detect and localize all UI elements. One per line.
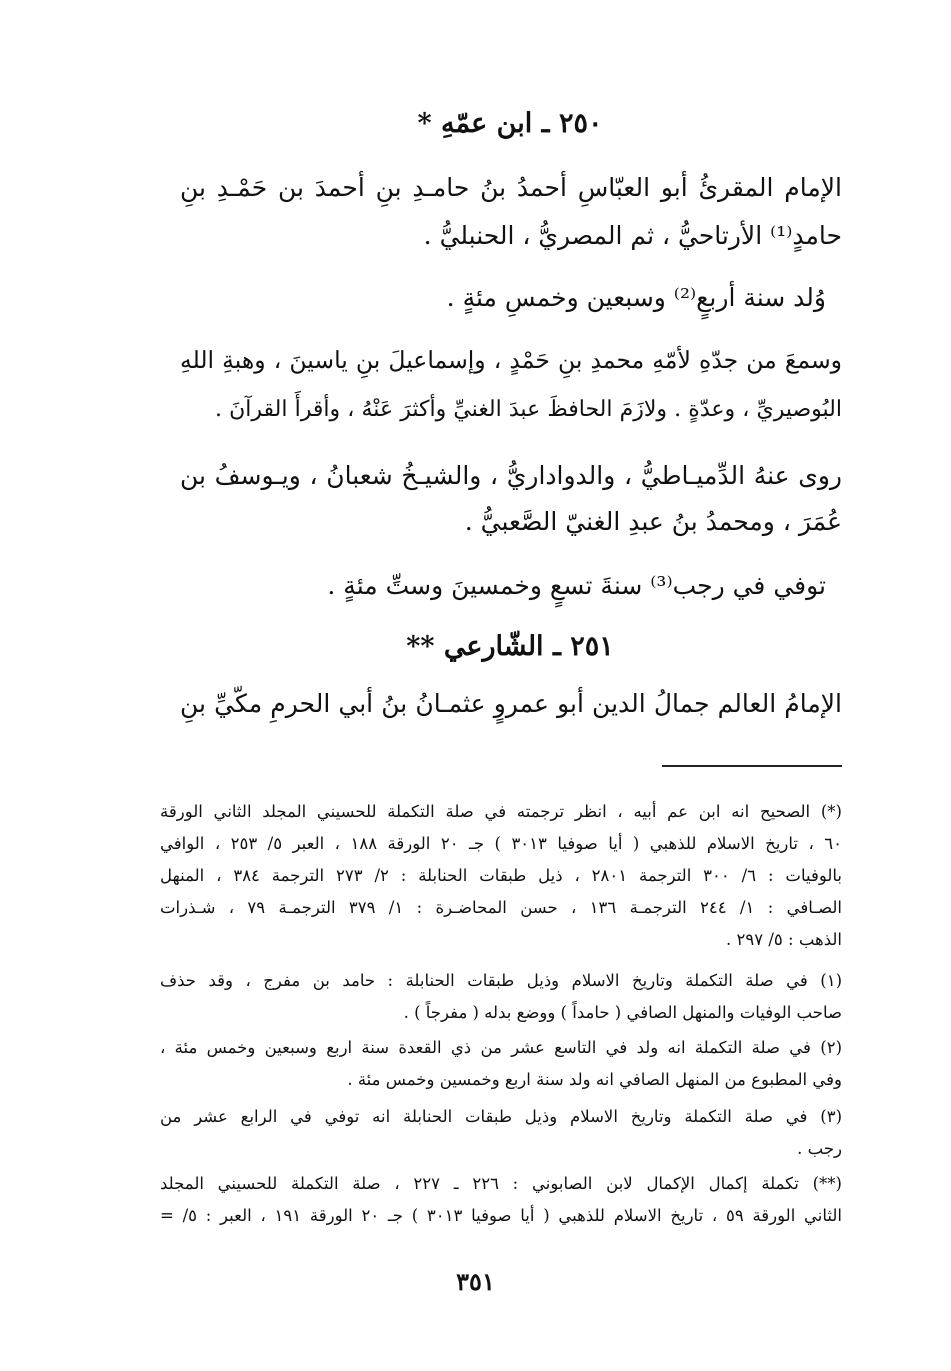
footnote-line: بالوفيات : ٦/ ٣٠٠ الترجمة ٢٨٠١ ، ذيل طبقات الحنابلة : ٢/ ٢٧٣ الترجمة ٣٨٤ ، المنهل [160,866,843,885]
footnote-separator [662,765,842,767]
page-number: ٣٥١ [456,1267,495,1296]
entry-251-line: الإمامُ العالم جمالُ الدين أبو عمروٍ عثمـانُ بنُ أبي الحرمِ مكّيِّ بنِ [180,689,842,718]
footnote-line: الصـافي : ١/ ٢٤٤ الترجمـة ١٣٦ ، حسن المحاضـرة : ١/ ٣٧٩ الترجمـة ٧٩ ، شـذرات [160,898,842,917]
entry-250-line: وُلد سنة أربعٍ⁽²⁾ وسبعين وخمسِ مئةٍ . [446,283,826,312]
footnote-line: الثاني الورقة ٥٩ ، تاريخ الاسلام للذهبي ( أيا صوفيا ٣٠١٣ ) جـ ٢٠ الورقة ١٩١ ، العبر : ٥/ = [160,1206,842,1225]
footnote-line: وفي المطبوع من المنهل الصافي انه ولد سنة اربع وخمسين وخمس مئة . [347,1070,842,1089]
footnote-line: (٣) في صلة التكملة وتاريخ الاسلام وذيل طبقات الحنابلة انه توفي في الرابع عشر من [160,1107,842,1126]
footnote-line: (٢) في صلة التكملة انه ولد في التاسع عشر من ذي القعدة سنة اربع وسبعين وخمس مئة ، [160,1038,842,1057]
entry-250-line: وسمعَ من جدّهِ لأمّهِ محمدِ بنِ حَمْدٍ ، وإسماعيلَ بنِ ياسينَ ، وهبةِ اللهِ [180,346,842,374]
footnote-line: (**) تكملة إكمال الإكمال لابن الصابوني : ٢٢٦ ـ ٢٢٧ ، صلة التكملة للحسيني المجلد [160,1174,842,1193]
entry-251-heading: ٢٥١ ـ الشّارعي ** [406,631,614,662]
footnote-line: الذهب : ٥/ ٢٩٧ . [725,930,842,949]
footnote-line: (*) الصحيح انه ابن عم أبيه ، انظر ترجمته في صلة التكملة للحسيني المجلد الثاني الورقة [160,802,842,821]
entry-250-line: حامدٍ⁽¹⁾ الأرتاحيُّ ، ثم المصريُّ ، الحنبليُّ . [423,221,842,250]
entry-250-heading: ٢٥٠ ـ ابن عمّهِ * [417,108,603,139]
entry-250-line: البُوصيريِّ ، وعدّةٍ . ولازَمَ الحافظَ عبدَ الغنيِّ وأكثرَ عَنْهُ ، وأقرأَ القرآنَ . [215,397,842,422]
footnote-line: ٦٠ ، تاريخ الاسلام للذهبي ( أيا صوفيا ٣٠١٣ ) جـ ٢٠ الورقة ١٨٨ ، العبر ٥/ ٢٥٣ ، الوافي [160,834,842,853]
entry-250-line: توفي في رجب⁽³⁾ سنةَ تسعٍ وخمسينَ وستِّ مئةٍ . [327,571,826,600]
entry-250-line: روى عنهُ الدِّميـاطيُّ ، والدواداريُّ ، والشيـخُ شعبانُ ، ويـوسفُ بن [180,461,842,490]
footnote-line: رجب . [797,1139,842,1158]
entry-250-line: الإمام المقرئُ أبو العبّاسِ أحمدُ بنُ حامـدِ بنِ أحمدَ بن حَمْـدِ بنِ [180,173,842,202]
footnote-line: (١) في صلة التكملة وتاريخ الاسلام وذيل طبقات الحنابلة : حامد بن مفرج ، وقد حذف [160,971,842,990]
footnote-line: صاحب الوفيات والمنهل الصافي ( حامداً ) ووضع بدله ( مفرجاً ) . [403,1003,842,1022]
entry-250-line: عُمَرَ ، ومحمدُ بنُ عبدِ الغنيّ الصَّعبيُّ . [464,507,842,536]
